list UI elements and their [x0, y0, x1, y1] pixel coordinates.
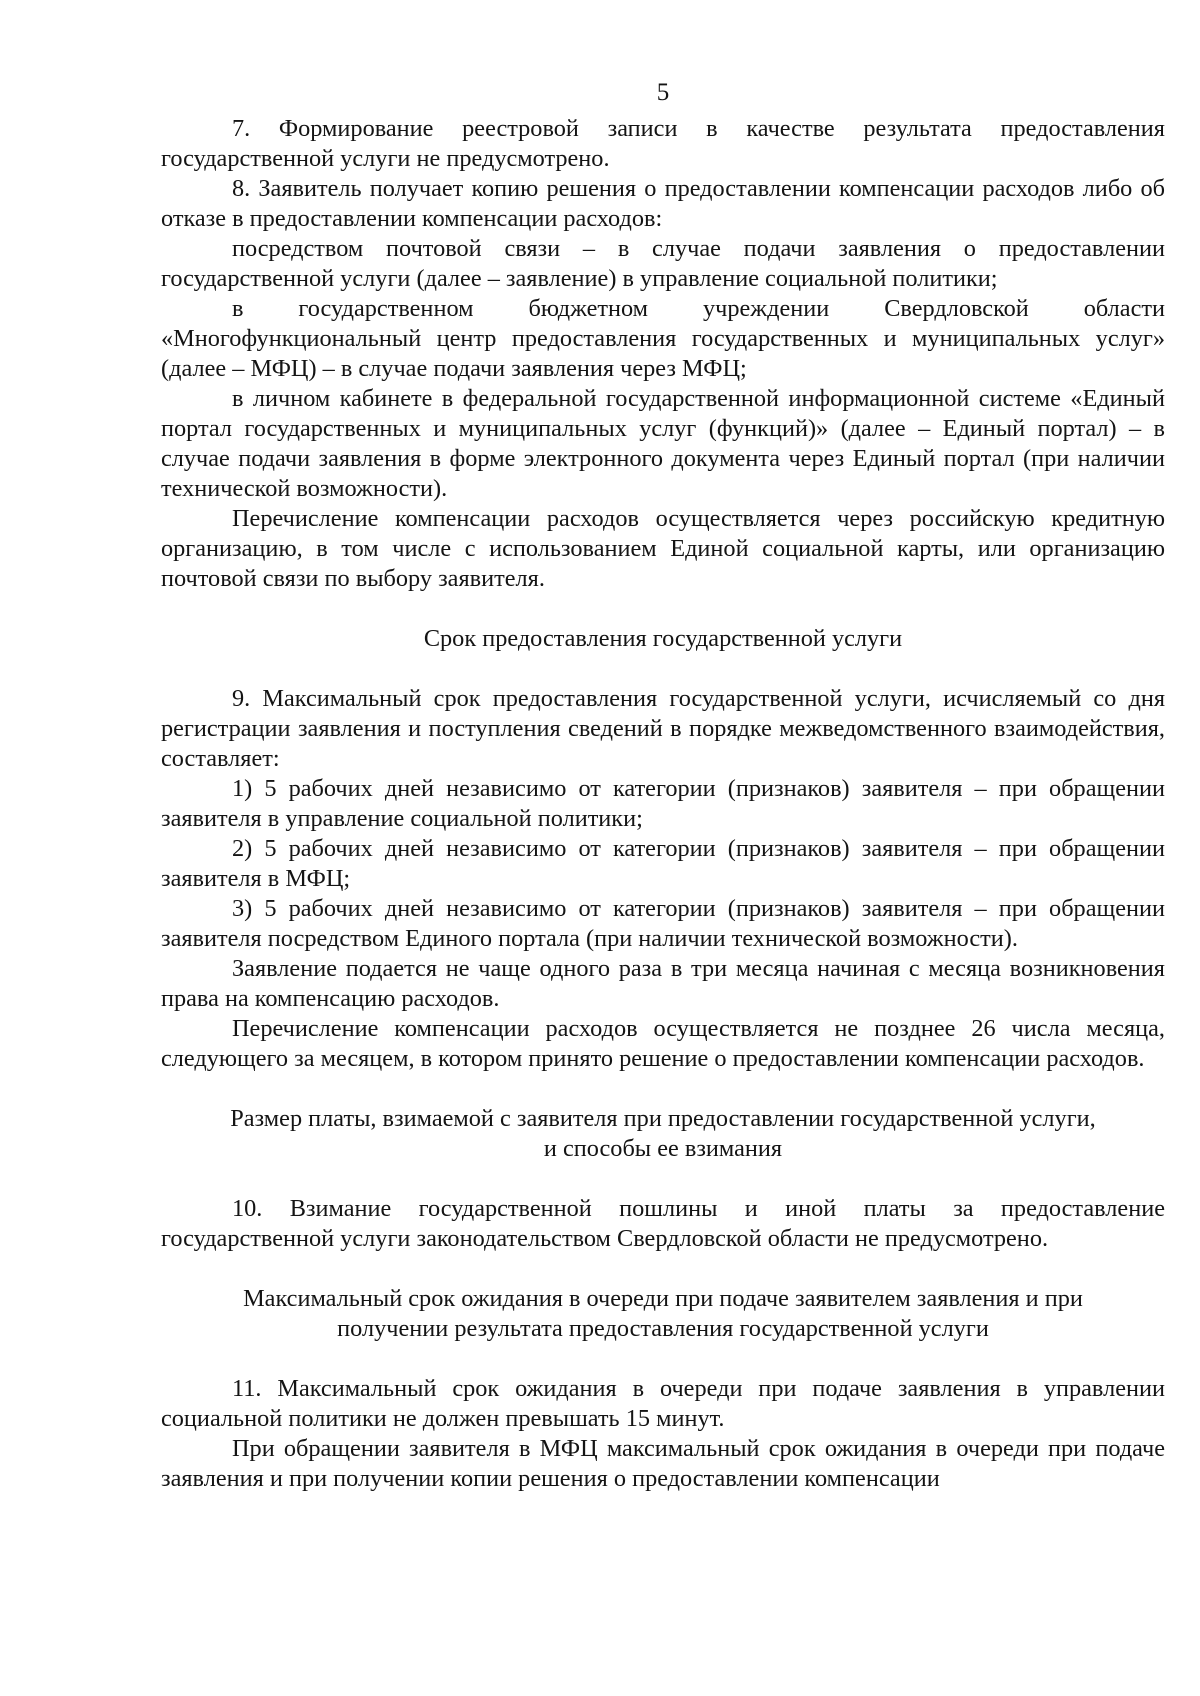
paragraph-11-mfc: При обращении заявителя в МФЦ максимальный срок ожидания в очереди при подаче заявления и при получении копии решения о предоставлении компенсации: [161, 1435, 1165, 1492]
section-heading-fee: [161, 1104, 1165, 1164]
paragraph-9-item-3: 3) 5 рабочих дней независимо от категории (признаков) заявителя – при обращении заявителя посредством Единого портала (при наличии технической возможности).: [161, 895, 1165, 952]
paragraph-8-mfc: в государственном бюджетном учреждении Свердловской области «Многофункциональный центр предоставления государственных и муниципальных услуг» (далее – МФЦ) – в случае подачи заявления через МФЦ;: [161, 295, 1165, 382]
paragraph-7: 7. Формирование реестровой записи в качестве результата предоставления государственной услуги не предусмотрено.: [161, 115, 1165, 172]
page-number: 5: [656, 79, 670, 106]
paragraph-9-item-1: 1) 5 рабочих дней независимо от категории (признаков) заявителя – при обращении заявителя в управление социальной политики;: [161, 775, 1165, 832]
section-heading-queue: [161, 1284, 1165, 1344]
section-heading-queue-line-2: получении результата предоставления государственной услуги: [337, 1315, 989, 1342]
paragraph-9: 9. Максимальный срок предоставления государственной услуги, исчисляемый со дня регистрации заявления и поступления сведений в порядке межведомственного взаимодействия, составляет:: [161, 685, 1165, 772]
paragraph-9-frequency: Заявление подается не чаще одного раза в три месяца начиная с месяца возникновения права на компенсацию расходов.: [161, 955, 1165, 1012]
paragraph-10: 10. Взимание государственной пошлины и иной платы за предоставление государственной услуги законодательством Свердловской области не предусмотрено.: [161, 1195, 1165, 1252]
paragraph-8: 8. Заявитель получает копию решения о предоставлении компенсации расходов либо об отказе в предоставлении компенсации расходов:: [161, 175, 1165, 232]
paragraph-8-transfer: Перечисление компенсации расходов осуществляется через российскую кредитную организацию, в том числе с использованием Единой социальной карты, или организацию почтовой связи по выбору заявителя.: [161, 505, 1165, 592]
paragraph-9-transfer: Перечисление компенсации расходов осуществляется не позднее 26 числа месяца, следующего за месяцем, в котором принято решение о предоставлении компенсации расходов.: [161, 1015, 1165, 1072]
paragraph-11: 11. Максимальный срок ожидания в очереди при подаче заявления в управлении социальной политики не должен превышать 15 минут.: [161, 1375, 1165, 1432]
section-heading-fee-line-2: и способы ее взимания: [543, 1135, 783, 1162]
paragraph-8-portal: в личном кабинете в федеральной государственной информационной системе «Единый портал государственных и муниципальных услуг (функций)» (далее – Единый портал) – в случае подачи заявления в форме электронного документа через Единый портал (при наличии технической возможности).: [161, 385, 1165, 502]
paragraph-9-item-2: 2) 5 рабочих дней независимо от категории (признаков) заявителя – при обращении заявителя в МФЦ;: [161, 835, 1165, 892]
document-page: [161, 78, 1165, 1494]
section-heading-queue-line-1: Максимальный срок ожидания в очереди при подаче заявителем заявления и при: [243, 1285, 1083, 1312]
section-heading-term: Срок предоставления государственной услуги: [423, 625, 903, 652]
paragraph-8-postal: посредством почтовой связи – в случае подачи заявления о предоставлении государственной услуги (далее – заявление) в управление социальной политики;: [161, 235, 1165, 292]
section-heading-fee-line-1: Размер платы, взимаемой с заявителя при предоставлении государственной услуги,: [230, 1105, 1096, 1132]
